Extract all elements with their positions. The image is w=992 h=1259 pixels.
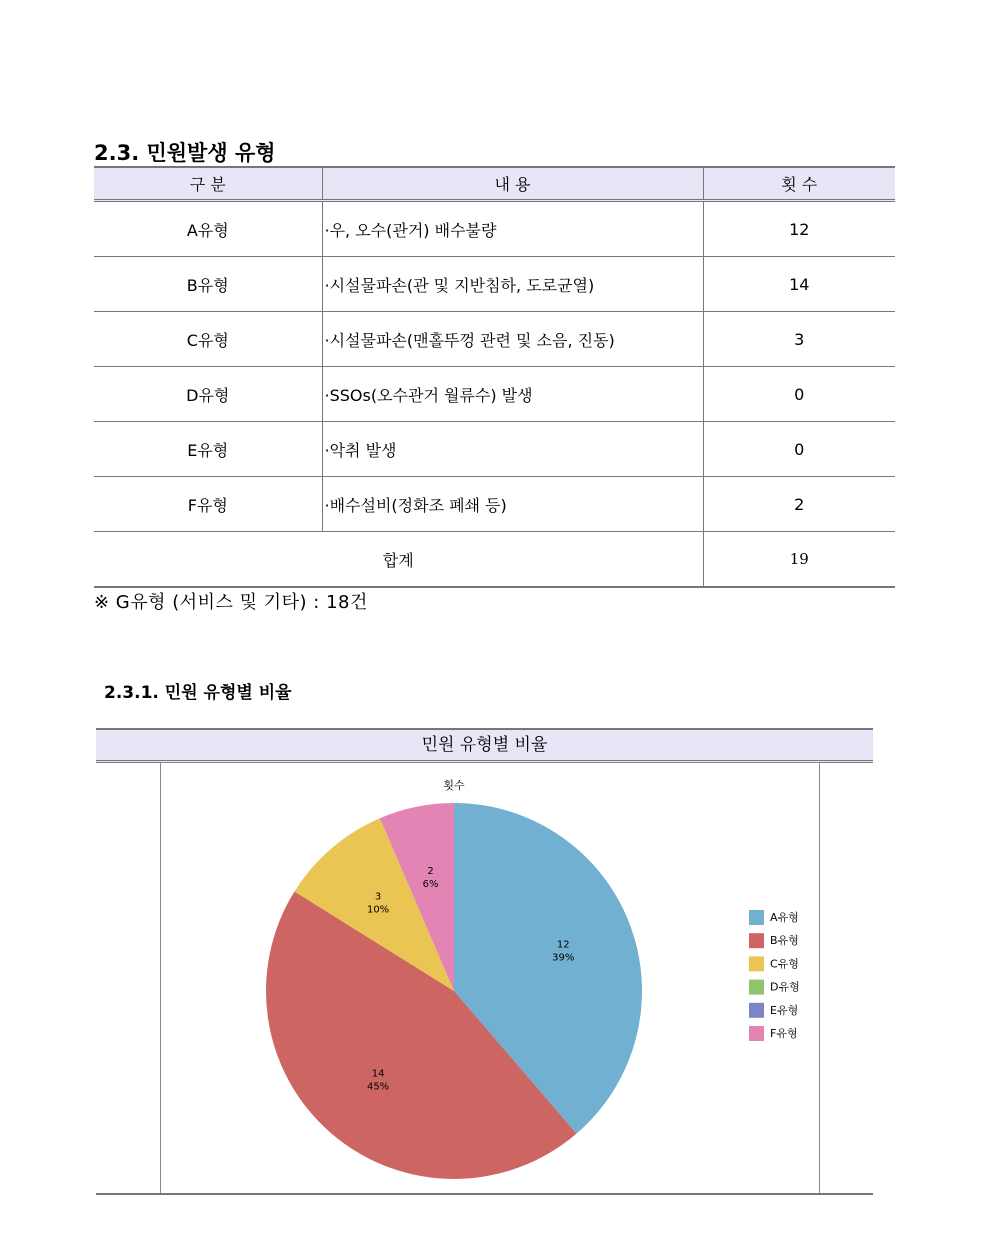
row-type: A유형 bbox=[94, 201, 322, 257]
legend-swatch bbox=[749, 910, 764, 925]
row-content: ·우, 오수(관거) 배수불량 bbox=[322, 201, 703, 257]
legend-swatch bbox=[749, 1026, 764, 1041]
row-content: ·SSOs(오수관거 월류수) 발생 bbox=[322, 367, 703, 422]
table-row bbox=[94, 257, 895, 312]
legend-label: C유형 bbox=[770, 957, 799, 971]
legend-swatch bbox=[749, 1003, 764, 1018]
slice-value-label: 3 bbox=[374, 891, 382, 903]
row-type: D유형 bbox=[94, 367, 322, 422]
legend-swatch bbox=[749, 933, 764, 948]
legend-label: A유형 bbox=[770, 911, 799, 924]
section-title: 2.3. 민원발생 유형 bbox=[94, 141, 276, 165]
slice-percent-label: 39% bbox=[552, 952, 575, 964]
slice-value-label: 2 bbox=[427, 865, 434, 877]
table-row bbox=[94, 477, 895, 532]
legend-label: E유형 bbox=[770, 1003, 799, 1017]
subsection-title: 2.3.1. 민원 유형별 비율 bbox=[104, 683, 292, 703]
table-row bbox=[94, 312, 895, 367]
pie-chart bbox=[160, 762, 820, 1193]
row-count: 12 bbox=[703, 201, 895, 257]
footnote: ※ G유형 (서비스 및 기타) : 18건 bbox=[94, 592, 368, 613]
row-content: ·시설물파손(관 및 지반침하, 도로균열) bbox=[322, 257, 703, 312]
legend-label: B유형 bbox=[770, 934, 799, 948]
legend-label: D유형 bbox=[770, 980, 800, 994]
slice-value-label: 12 bbox=[556, 939, 570, 951]
row-type: F유형 bbox=[94, 477, 322, 532]
header-category: 구 분 bbox=[94, 167, 322, 201]
chart-title: 횟수 bbox=[443, 779, 465, 792]
chart-header: 민원 유형별 비율 bbox=[96, 728, 873, 763]
row-type: E유형 bbox=[94, 422, 322, 477]
header-content: 내 용 bbox=[322, 167, 703, 201]
total-row bbox=[94, 532, 895, 588]
legend-swatch bbox=[749, 956, 764, 971]
slice-percent-label: 6% bbox=[422, 878, 439, 890]
row-count: 14 bbox=[703, 257, 895, 312]
table-row bbox=[94, 367, 895, 422]
row-content: ·시설물파손(맨홀뚜껑 관련 및 소음, 진동) bbox=[322, 312, 703, 367]
row-type: C유형 bbox=[94, 312, 322, 367]
row-count: 3 bbox=[703, 312, 895, 367]
complaint-type-table bbox=[94, 166, 895, 588]
slice-value-label: 14 bbox=[371, 1068, 385, 1080]
total-label: 합계 bbox=[94, 532, 703, 588]
row-content: ·배수설비(정화조 폐쇄 등) bbox=[322, 477, 703, 532]
table-header-row bbox=[94, 167, 895, 201]
row-type: B유형 bbox=[94, 257, 322, 312]
total-value: 19 bbox=[703, 532, 895, 588]
chart-legend bbox=[749, 910, 800, 1041]
legend-swatch bbox=[749, 980, 764, 995]
row-count: 2 bbox=[703, 477, 895, 532]
slice-percent-label: 10% bbox=[366, 904, 390, 916]
table-row bbox=[94, 201, 895, 257]
row-count: 0 bbox=[703, 422, 895, 477]
header-count: 횟 수 bbox=[703, 167, 895, 201]
legend-label: F유형 bbox=[770, 1027, 798, 1040]
chart-bottom-rule bbox=[96, 1193, 873, 1195]
row-content: ·악취 발생 bbox=[322, 422, 703, 477]
slice-percent-label: 45% bbox=[366, 1081, 390, 1093]
table-row bbox=[94, 422, 895, 477]
pie-slices bbox=[266, 803, 642, 1179]
row-count: 0 bbox=[703, 367, 895, 422]
